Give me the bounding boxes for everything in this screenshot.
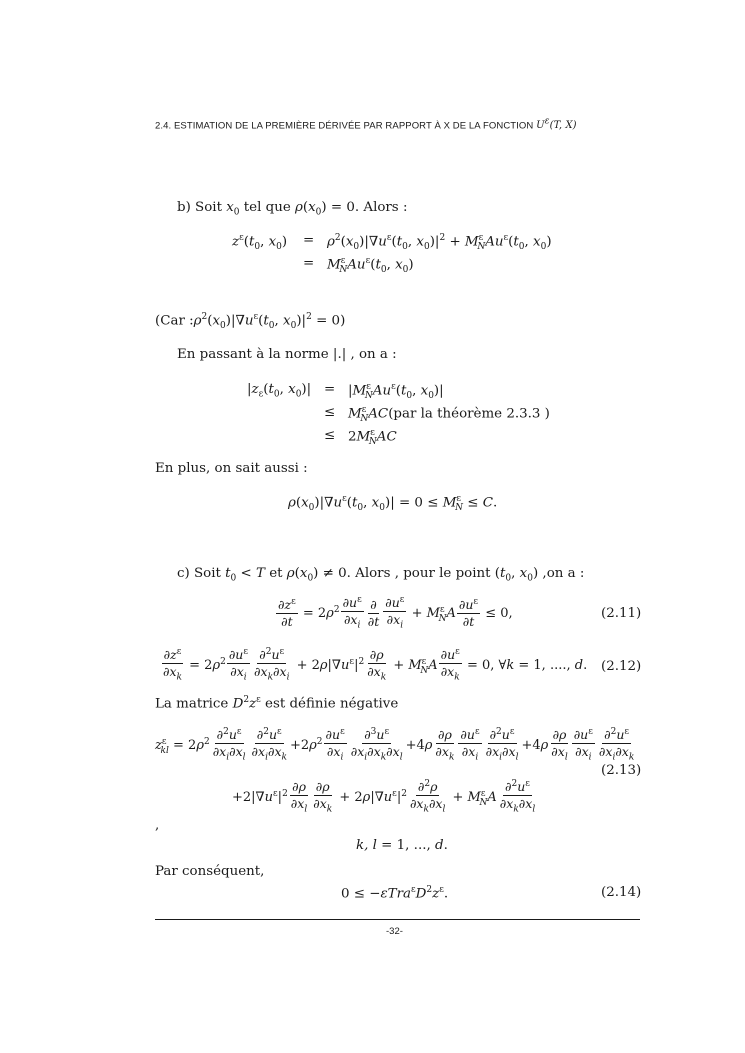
equation-b-line1: $z^\varepsilon(t_0$, $x_0$) (232, 233, 288, 253)
equation-2-12: $\frac{\partial z^\varepsilon}{\partial x_k}$ = $2\rho^2$ $\frac{\partial u^\varepsilon}{\partial x_i}$ $\frac{\partial^2u^\varepsilon}{\partial x_k\partial x_i}$ + $2\rho|\nabla u^\varepsilon|^2$ $\frac{\partial\rho}{\partial x_k}$ + $M^\varepsilon_NA$ $\frac{\partial u^\varepsilon}{\partial x_k}$ = 0, ∀k = 1, ...., d. (163, 647, 588, 683)
equation-b-rhs2: $M^\varepsilon_NAu^\varepsilon(t_0$, $x_0$) (327, 256, 414, 276)
equation-norm-rel2: ≤ (324, 405, 336, 420)
equation-b-rhs1: $\rho^2(x_0)|\nabla u^\varepsilon(t_0$, $x_0)|^2 + M^\varepsilon_NAu^\varepsilon(t_0$, $x_0$) (327, 233, 552, 253)
equation-norm-lhs: $|z_\varepsilon(t_0$, $x_0)|$ (247, 382, 312, 400)
norme-intro: En passant à la norme |.| , on a : (177, 347, 397, 362)
equation-label-2-11: (2.11) (601, 606, 642, 621)
case-b-text: b) Soit $x_0$ tel que $\rho(x_0) = 0$. Alors : (177, 200, 408, 218)
equation-norm-rhs3: $2M^\varepsilon_NAC$ (348, 428, 397, 448)
comma: , (155, 818, 160, 833)
equation-2-13-line2: $+2|\nabla u^\varepsilon|^2$ $\frac{\partial\rho}{\partial x_l}$ $\frac{\partial\rho}{\partial x_k}$ + $2\rho|\nabla u^\varepsilon|^2$ $\frac{\partial^2\rho}{\partial x_k\partial x_l}$ + $M^\varepsilon_NA$ $\frac{\partial^2u^\varepsilon}{\partial x_k\partial x_l}$ (232, 779, 536, 815)
equation-2-11: $\frac{\partial z^\varepsilon}{\partial t}$ = $2\rho^2$ $\frac{\partial u^\varepsilon}{\partial x_i}$ $\frac{\partial}{\partial t}$ $\frac{\partial u^\varepsilon}{\partial x_i}$ + $M^\varepsilon_NA$ $\frac{\partial u^\varepsilon}{\partial t}$ ≤ 0, (278, 595, 513, 631)
equation-norm-rel1: = (324, 382, 336, 397)
equation-2-14: $0 \le -\varepsilon Tra^\varepsilon D^2z^\varepsilon$. (341, 885, 449, 902)
par-consequent: Par conséquent, (155, 864, 265, 879)
matrice-text: La matrice $D^2z^\varepsilon$ est définie négative (155, 695, 399, 712)
case-c-text: c) Soit $t_0 < T$ et $\rho(x_0) \ne 0$. Alors , pour le point ($t_0$, $x_0$) ,on a : (177, 566, 585, 584)
car-note: (Car $:\rho^2(x_0)|\nabla u^\varepsilon(t_0$, $x_0)|^2 = 0$) (155, 312, 346, 332)
equation-b-rel2: = (303, 256, 315, 271)
running-header (155, 117, 577, 131)
equation-2-13-line1: $z^\varepsilon_{kl} = 2\rho^2$ $\frac{\partial^2u^\varepsilon}{\partial x_i\partial x_l}$ $\frac{\partial^2u^\varepsilon}{\partial x_i\partial x_k}$ $+2\rho^2$ $\frac{\partial u^\varepsilon}{\partial x_i}$ $\frac{\partial^3u^\varepsilon}{\partial x_i\partial x_k\partial x_l}$ +4ρ $\frac{\partial\rho}{\partial x_k}$ $\frac{\partial u^\varepsilon}{\partial x_i}$ $\frac{\partial^2u^\varepsilon}{\partial x_i\partial x_l}$ +4ρ $\frac{\partial\rho}{\partial x_l}$ $\frac{\partial u^\varepsilon}{\partial x_i}$ $\frac{\partial^2u^\varepsilon}{\partial x_i\partial x_k}$ (155, 727, 635, 763)
equation-label-2-12: (2.12) (601, 659, 642, 674)
kl-range: k, l = 1, ..., d. (356, 838, 448, 853)
running-title-math: $U^\varepsilon(T$, X) (536, 117, 577, 132)
page-number: -32- (386, 926, 403, 937)
running-title: 2.4. ESTIMATION DE LA PREMIÈRE DÉRIVÉE PAR RAPPORT À X DE LA FONCTION (155, 120, 534, 132)
en-plus-text: En plus, on sait aussi : (155, 461, 308, 476)
equation-norm-rhs2: $M^\varepsilon_NAC(par$ la théorème 2.3.3 ) (348, 405, 550, 425)
footer-rule (155, 919, 640, 920)
equation-b-rel1: = (303, 233, 315, 248)
equation-rho: $\rho(x_0)|\nabla u^\varepsilon(t_0$, $x_0)| = 0 \le M^\varepsilon_N \le C$. (288, 494, 498, 514)
equation-label-2-13: (2.13) (601, 763, 642, 778)
equation-norm-rhs1: $|M^\varepsilon_NAu^\varepsilon(t_0$, $x_0)|$ (348, 382, 444, 402)
equation-label-2-14: (2.14) (601, 885, 642, 900)
equation-norm-rel3: ≤ (324, 428, 336, 443)
